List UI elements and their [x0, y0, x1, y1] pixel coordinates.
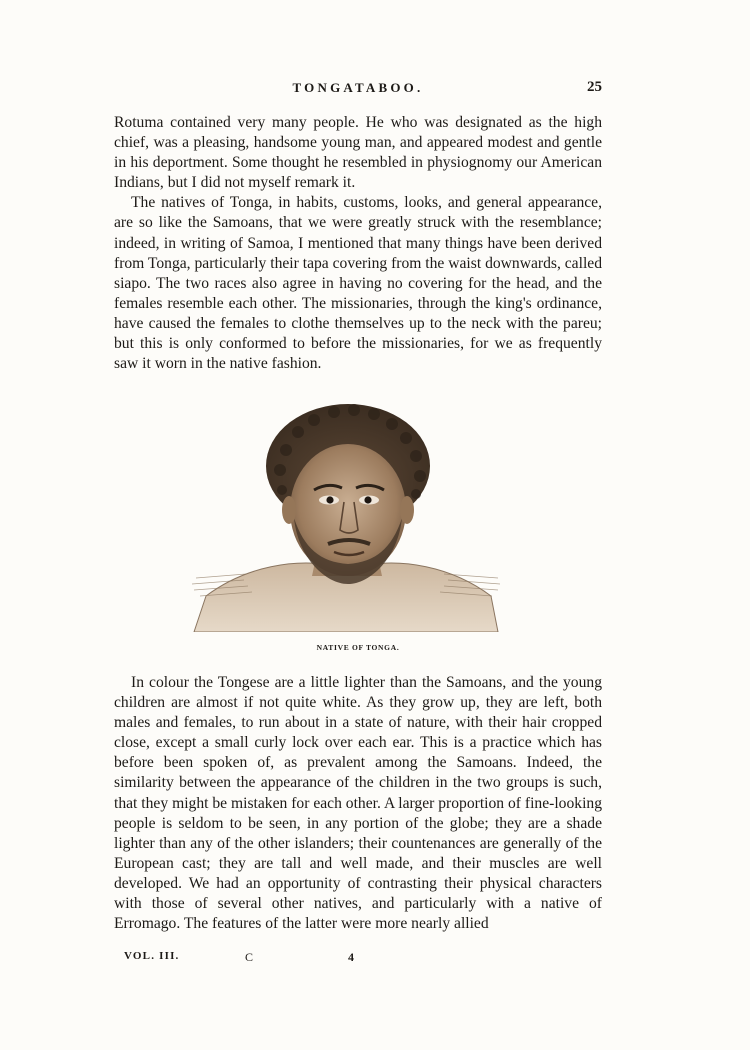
- running-title: TONGATABOO.: [292, 80, 424, 95]
- page-number: 25: [587, 79, 602, 95]
- body-text-bottom: [114, 673, 602, 934]
- running-head: [114, 80, 602, 100]
- volume-label: VOL. III.: [124, 950, 180, 962]
- paragraph: Rotuma contained very many people. He who was designated as the high chief, was a pleasing, handsome young man, and appeared modest and gentle in his deportment. Some thought he resembled in physiognomy our American Indians, but I did not myself remark it.: [114, 114, 602, 192]
- body-text-top: [114, 113, 602, 374]
- paragraph: In colour the Tongese are a little lighter than the Samoans, and the young children are almost if not quite white. As they grow up, they are left, both males and females, to run about in a state of nature, with their hair cropped close, except a small curly lock over each ear. This is a practice which has before been spoken of, as prevalent among the Samoans. Indeed, the similarity between the appearance of the children in the two groups is such, that they might be mistaken for each other. A larger proportion of fine-looking people is seldom to be seen, in any portion of the globe; they are a shade lighter than any of the other islanders; their countenances are generally of the European cast; they are tall and well made, and their muscles are well developed. We had an opportunity of contrasting their physical characters with those of several other natives, and particularly with a native of Erromago. The features of the latter were more nearly allied: [114, 674, 602, 933]
- portrait-engraving-icon: [186, 398, 506, 632]
- page-footer: [124, 950, 524, 966]
- signature-mark: C: [245, 950, 254, 964]
- paragraph: The natives of Tonga, in habits, customs, looks, and general appearance, are so like the Samoans, that we were greatly struck with the resemblance; indeed, in writing of Samoa, I mentioned that many things have been derived from Tonga, particularly their tapa covering from the waist downwards, called siapo. The two races also agree in having no covering for the head, and the females resemble each other. The missionaries, through the king's ordinance, have caused the females to clothe themselves up to the neck with the pareu; but this is only conformed to before the missionaries, for we as frequently saw it worn in the native fashion.: [114, 194, 602, 373]
- sheet-number: 4: [348, 950, 354, 964]
- native-portrait-illustration: [186, 398, 506, 632]
- figure-caption: NATIVE OF TONGA.: [316, 643, 400, 652]
